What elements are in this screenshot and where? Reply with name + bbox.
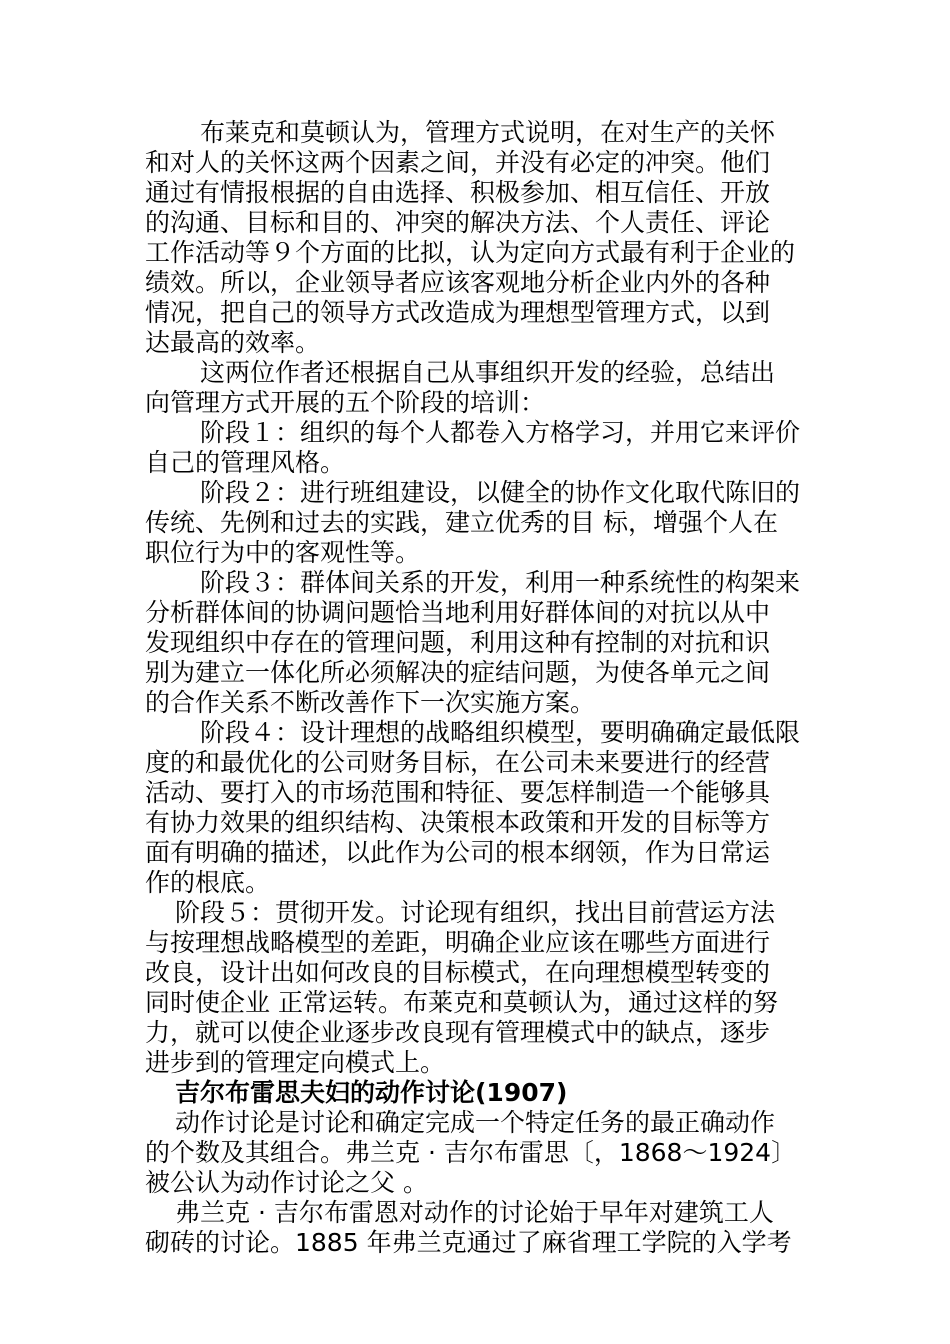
text-line: 的合作关系不断改善作下一次实施方案。 — [145, 688, 596, 717]
text-line: 有协力效果的组织结构、决策根本政策和开发的目标等方 — [145, 808, 771, 837]
text-line: 发现组织中存在的管理问题，利用这种有控制的对抗和识 — [145, 628, 771, 657]
text-line: 砌砖的讨论。1885 年弗兰克通过了麻省理工学院的入学考 — [145, 1228, 792, 1257]
text-line: 的沟通、目标和目的、冲突的解决方法、个人责任、评论 — [145, 208, 771, 237]
text-line: 绩效。所以，企业领导者应该客观地分析企业内外的各种 — [145, 268, 771, 297]
text-line: 阶段４：设计理想的战略组织模型，要明确确定最低限 — [200, 718, 801, 747]
text-line: 向管理方式开展的五个阶段的培训： — [145, 388, 546, 417]
text-line: 弗兰克 · 吉尔布雷恩对动作的讨论始于早年对建筑工人 — [175, 1198, 774, 1227]
text-line: 和对人的关怀这两个因素之间，并没有必定的冲突。他们 — [145, 148, 771, 177]
text-line: 情况，把自己的领导方式改造成为理想型管理方式，以到 — [145, 298, 771, 327]
text-line: 动作讨论是讨论和确定完成一个特定任务的最正确动作 — [175, 1108, 776, 1137]
text-line: 被公认为动作讨论之父 。 — [145, 1168, 428, 1197]
text-line: 活动、要打入的市场范围和特征、要怎样制造一个能够具 — [145, 778, 771, 807]
text-line: 阶段３：群体间关系的开发，利用一种系统性的构架来 — [200, 568, 801, 597]
section-heading: 吉尔布雷思夫妇的动作讨论(1907) — [175, 1078, 568, 1107]
text-line: 布莱克和莫顿认为，管理方式说明，在对生产的关怀 — [200, 118, 776, 147]
text-line: 工作活动等９个方面的比拟，认为定向方式最有利于企业的 — [145, 238, 796, 267]
text-line: 同时使企业 正常运转。布莱克和莫顿认为，通过这样的努 — [145, 988, 778, 1017]
text-line: 阶段１：组织的每个人都卷入方格学习，并用它来评价 — [200, 418, 801, 447]
text-line: 通过有情报根据的自由选择、积极参加、相互信任、开放 — [145, 178, 771, 207]
text-line: 分析群体间的协调问题恰当地利用好群体间的对抗以从中 — [145, 598, 771, 627]
text-line: 阶段５：贯彻开发。讨论现有组织，找出目前营运方法 — [175, 898, 776, 927]
text-line: 别为建立一体化所必须解决的症结问题，为使各单元之间 — [145, 658, 771, 687]
text-line: 达最高的效率。 — [145, 328, 321, 357]
text-line: 进步到的管理定向模式上。 — [145, 1048, 446, 1077]
text-line: 与按理想战略模型的差距，明确企业应该在哪些方面进行 — [145, 928, 771, 957]
text-line: 力，就可以使企业逐步改良现有管理模式中的缺点，逐步 — [145, 1018, 771, 1047]
text-line: 阶段２：进行班组建设，以健全的协作文化取代陈旧的 — [200, 478, 801, 507]
text-line: 的个数及其组合。弗兰克 · 吉尔布雷思〔，1868～1924〕 — [145, 1138, 797, 1167]
text-line: 自己的管理风格。 — [145, 448, 346, 477]
text-line: 传统、先例和过去的实践，建立优秀的目 标，增强个人在 — [145, 508, 778, 537]
text-line: 这两位作者还根据自己从事组织开发的经验，总结出 — [200, 358, 776, 387]
text-line: 作的根底。 — [145, 868, 271, 897]
text-line: 改良，设计出如何改良的目标模式，在向理想模型转变的 — [145, 958, 771, 987]
text-line: 职位行为中的客观性等。 — [145, 538, 421, 567]
text-line: 度的和最优化的公司财务目标，在公司未来要进行的经营 — [145, 748, 771, 777]
text-line: 面有明确的描述，以此作为公司的根本纲领，作为日常运 — [145, 838, 771, 867]
